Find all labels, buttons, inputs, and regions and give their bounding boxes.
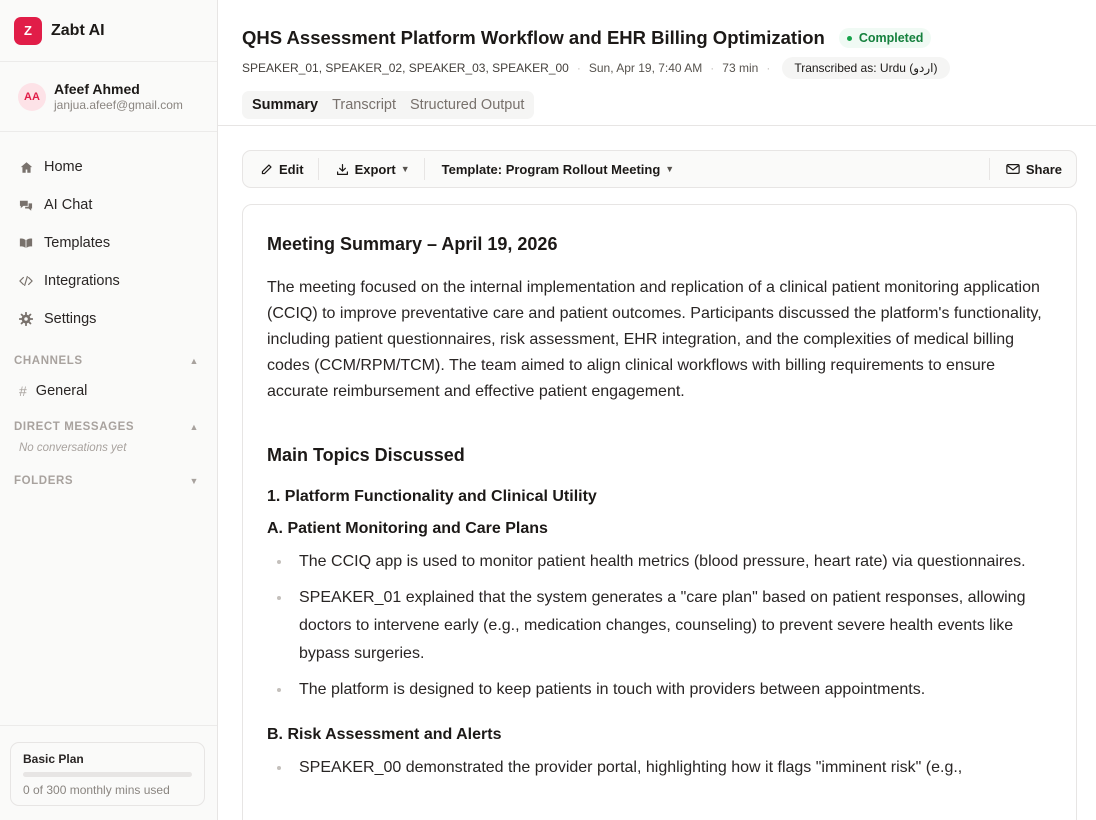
code-icon	[19, 274, 33, 288]
pencil-icon	[260, 163, 273, 176]
plan-footer	[0, 725, 217, 820]
sidebar-item-settings[interactable]	[0, 300, 217, 338]
summary-toolbar	[242, 150, 1077, 188]
sidebar-item-label: Home	[44, 159, 83, 175]
tab-summary[interactable]: Summary	[245, 94, 325, 116]
list-item: The CCIQ app is used to monitor patient health metrics (blood pressure, heart rate) via questionnaires.	[267, 548, 1067, 576]
sidebar-item-label: Settings	[44, 311, 97, 327]
folders-section-header[interactable]	[0, 472, 217, 490]
chat-icon	[19, 198, 33, 212]
subsection-heading: B. Risk Assessment and Alerts	[267, 726, 502, 743]
summary-heading: Meeting Summary – April 19, 2026	[267, 234, 558, 254]
share-button[interactable]	[990, 151, 1076, 187]
channel-label: General	[35, 383, 88, 399]
sidebar-item-home[interactable]	[0, 148, 217, 186]
mail-icon	[1006, 163, 1020, 175]
direct-messages-heading: DIRECT MESSAGES	[14, 421, 135, 433]
plan-usage: 0 of 300 monthly mins used	[23, 783, 170, 797]
sidebar	[0, 0, 218, 820]
chevron-up-icon[interactable]: ▲	[189, 422, 199, 432]
brand-name: Zabt AI	[51, 21, 105, 39]
share-label: Share	[1025, 161, 1062, 177]
list-item: SPEAKER_00 demonstrated the provider portal, highlighting how it flags "imminent risk" (e.g.,	[267, 754, 1067, 782]
chevron-down-icon: ▼	[400, 164, 410, 174]
sidebar-item-label: AI Chat	[44, 197, 93, 213]
sidebar-item-integrations[interactable]	[0, 262, 217, 300]
export-button[interactable]	[319, 151, 424, 187]
chevron-up-icon[interactable]: ▲	[189, 356, 199, 366]
meeting-meta	[242, 57, 1096, 79]
brand[interactable]	[0, 0, 217, 62]
meta-separator: ·	[576, 61, 581, 75]
meeting-duration: 73 min	[722, 61, 759, 75]
main-content	[218, 0, 1096, 820]
avatar: AA	[18, 83, 46, 111]
channels-section-header[interactable]	[0, 352, 217, 370]
download-icon	[336, 163, 349, 176]
usage-progress-bar	[23, 772, 192, 777]
meeting-header	[218, 0, 1096, 126]
home-icon	[19, 160, 33, 174]
no-conversations-note: No conversations yet	[19, 442, 127, 454]
subsection-heading: A. Patient Monitoring and Care Plans	[267, 520, 548, 537]
sidebar-item-ai-chat[interactable]	[0, 186, 217, 224]
edit-button[interactable]	[243, 151, 318, 187]
export-label: Export	[354, 161, 396, 177]
channels-heading: CHANNELS	[14, 355, 83, 367]
edit-label: Edit	[279, 161, 304, 177]
direct-messages-section-header[interactable]	[0, 418, 217, 436]
status-label: Completed	[858, 31, 924, 45]
list-item: The platform is designed to keep patients in touch with providers between appointments.	[267, 676, 1067, 704]
chevron-down-icon: ▼	[665, 164, 675, 174]
sidebar-item-templates[interactable]	[0, 224, 217, 262]
user-profile[interactable]	[0, 62, 217, 132]
template-selector[interactable]	[425, 151, 689, 187]
sidebar-item-label: Integrations	[44, 273, 120, 289]
bullet-list	[267, 548, 1052, 704]
status-dot-icon	[847, 36, 852, 41]
plan-card[interactable]	[10, 742, 205, 806]
speakers-list: SPEAKER_01, SPEAKER_02, SPEAKER_03, SPEAKER_00	[242, 61, 569, 75]
meta-separator: ·	[710, 61, 715, 75]
tab-transcript[interactable]: Transcript	[332, 97, 397, 113]
hash-icon: #	[19, 383, 27, 399]
template-label: Template: Program Rollout Meeting	[441, 161, 661, 177]
chevron-down-icon[interactable]: ▼	[189, 476, 199, 486]
channel-item-general[interactable]	[0, 374, 217, 408]
summary-overview: The meeting focused on the internal implementation and replication of a clinical patient monitoring application (CCIQ) to improve preventative care and patient outcomes. Participants discussed the platform's functionality, including patient questionnaires, risk assessment, EHR integration, and the complexities of medical billing codes (CCM/RPM/TCM). The team aimed to align clinical workflows with billing requirements to ensure accurate reimbursement and effective patient engagement.	[267, 279, 1042, 400]
brand-logo: Z	[14, 17, 42, 45]
view-tabs	[242, 91, 534, 119]
plan-title: Basic Plan	[23, 752, 84, 766]
status-badge	[839, 28, 932, 48]
list-item: SPEAKER_01 explained that the system generates a "care plan" based on patient responses, allowing doctors to intervene early (e.g., medication changes, counseling) to prevent severe health events like bypass surgeries.	[267, 584, 1067, 668]
folders-heading: FOLDERS	[14, 475, 74, 487]
gear-icon	[19, 312, 33, 326]
meta-separator: ·	[766, 61, 771, 75]
page-title: QHS Assessment Platform Workflow and EHR Billing Optimization	[242, 27, 825, 48]
main-nav	[0, 132, 217, 338]
user-name: Afeef Ahmed	[54, 80, 140, 97]
book-icon	[19, 236, 33, 250]
bullet-list	[267, 754, 1052, 782]
sidebar-item-label: Templates	[44, 235, 111, 251]
meeting-date: Sun, Apr 19, 7:40 AM	[588, 61, 703, 75]
user-email: janjua.afeef@gmail.com	[54, 97, 183, 112]
tab-structured-output[interactable]: Structured Output	[410, 97, 525, 113]
topics-heading: Main Topics Discussed	[267, 445, 465, 465]
transcription-language-badge: Transcribed as: Urdu (اردو)	[782, 57, 949, 79]
summary-card	[242, 204, 1077, 820]
section-heading: 1. Platform Functionality and Clinical Utility	[267, 488, 597, 505]
